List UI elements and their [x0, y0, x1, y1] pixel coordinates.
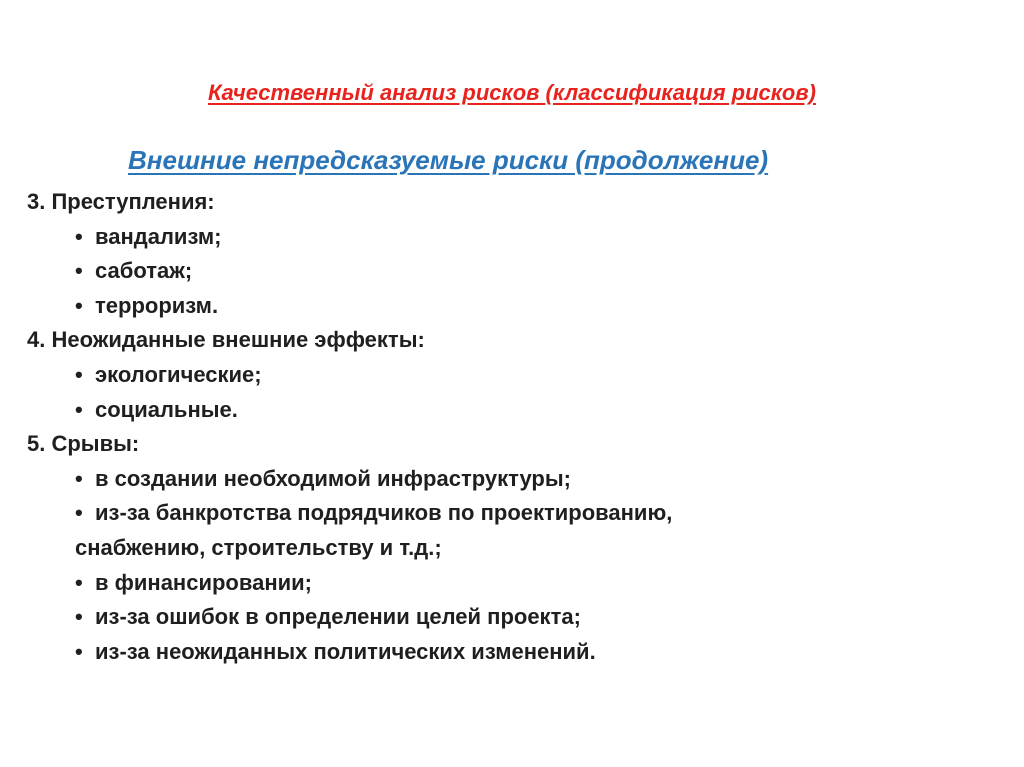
list-item	[27, 600, 1007, 635]
bullet-icon: •	[75, 604, 83, 630]
list-item-text: саботаж;	[95, 258, 193, 284]
slide-content	[27, 185, 1007, 669]
bullet-icon: •	[75, 569, 83, 595]
section-heading-disruptions: 5. Срывы:	[27, 431, 140, 457]
list-item	[27, 635, 1007, 670]
list-item-text: вандализм;	[95, 223, 222, 249]
list-item-text: из-за ошибок в определении целей проекта;	[95, 604, 581, 630]
list-item	[27, 220, 1007, 255]
list-item-text: терроризм.	[95, 292, 219, 318]
list-item	[27, 566, 1007, 601]
list-item-text: социальные.	[95, 396, 238, 422]
list-item-text: в создании необходимой инфраструктуры;	[95, 465, 571, 491]
list-item-text: из-за неожиданных политических изменений.	[95, 638, 596, 664]
bullet-icon: •	[75, 500, 83, 526]
bullet-icon: •	[75, 223, 83, 249]
list-item	[27, 462, 1007, 497]
list-item	[27, 289, 1007, 324]
list-item-text: экологические;	[95, 361, 262, 387]
bullet-icon: •	[75, 292, 83, 318]
slide-subtitle: Внешние непредсказуемые риски (продолжение)	[128, 145, 769, 175]
bullet-icon: •	[75, 465, 83, 491]
list-item-continuation: снабжению, строительству и т.д.;	[75, 534, 442, 560]
bullet-icon: •	[75, 361, 83, 387]
list-item-text: из-за банкротства подрядчиков по проектированию,	[95, 500, 673, 526]
list-item	[27, 496, 1007, 531]
bullet-icon: •	[75, 638, 83, 664]
list-item	[27, 358, 1007, 393]
list-item	[27, 393, 1007, 428]
bullet-icon: •	[75, 396, 83, 422]
list-item-text: в финансировании;	[95, 569, 312, 595]
section-heading-crimes: 3. Преступления:	[27, 189, 215, 214]
slide-title: Качественный анализ рисков (классификация рисков)	[208, 80, 816, 105]
section-heading-external-effects: 4. Неожиданные внешние эффекты:	[27, 327, 425, 353]
list-item	[27, 254, 1007, 289]
bullet-icon: •	[75, 258, 83, 284]
